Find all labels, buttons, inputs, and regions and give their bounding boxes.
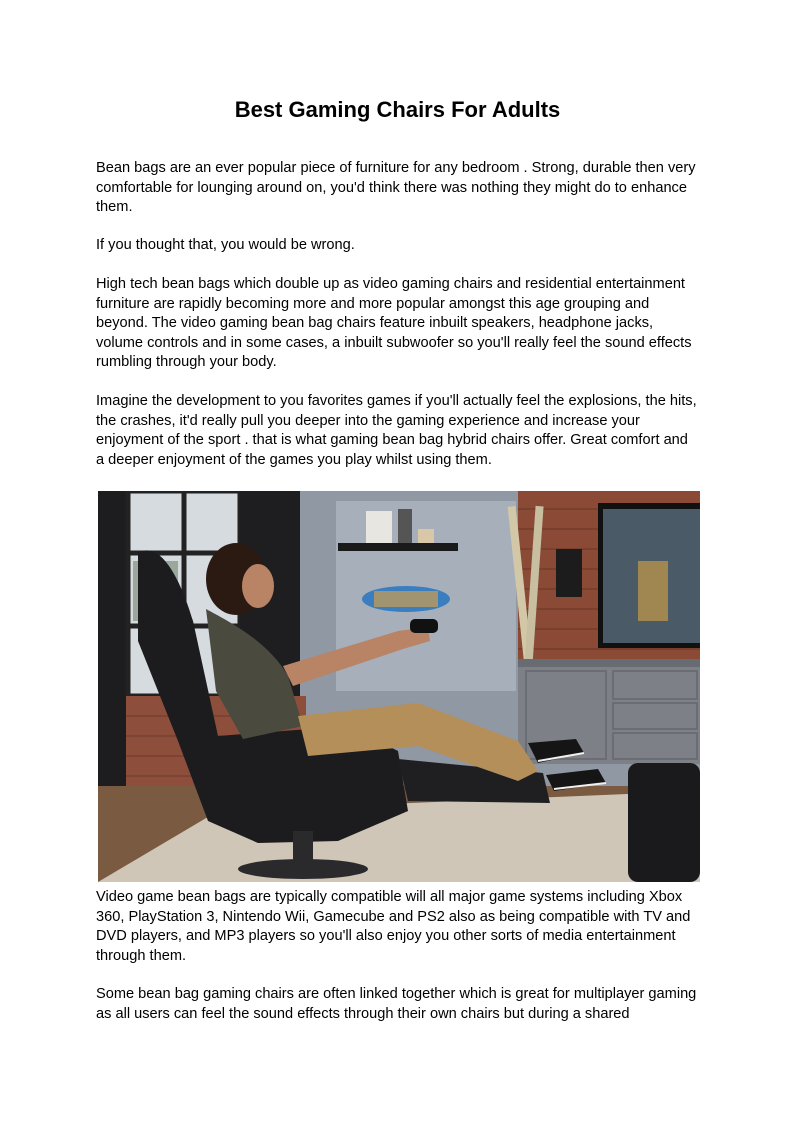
gaming-chair-photo: [98, 491, 700, 882]
paragraph-multiplayer: Some bean bag gaming chairs are often linked together which is great for multiplayer gaming as all users can feel the sound effects through their own chairs but during a shared: [96, 986, 697, 1022]
paragraph-intro: Bean bags are an ever popular piece of furniture for any bedroom . Strong, durable then very comfortable for lounging around on, you'd think there was nothing they might do to enhance them.: [96, 160, 696, 215]
page-title: Best Gaming Chairs For Adults: [234, 97, 561, 122]
paragraph-compatibility: Video game bean bags are typically compatible will all major game systems including Xbox 360, PlayStation 3, Nintendo Wii, Gamecube and PS2 also as being compatible with TV and DVD players, and MP3 players so you'll also enjoy you other sorts of media entertainment through them.: [96, 889, 691, 964]
paragraph-high-tech: High tech bean bags which double up as video gaming chairs and residential entertainment furniture are rapidly becoming more and more popular amongst this age grouping and beyond. The video gaming bean bag chairs feature inbuilt speakers, headphone jacks, volume controls and in some cases, a inbuilt subwoofer so you'll really feel the sound effects rumbling through your body.: [96, 276, 692, 370]
paragraph-imagine: Imagine the development to you favorites games if you'll actually feel the explosions, the hits, the crashes, it'd really pull you deeper into the gaming experience and increase your enjoyment of the sport . that is what gaming bean bag hybrid chairs offer. Great comfort and a deeper enjoyment of the games you play whilst using them.: [96, 393, 697, 468]
paragraph-wrong: If you thought that, you would be wrong.: [96, 237, 355, 253]
